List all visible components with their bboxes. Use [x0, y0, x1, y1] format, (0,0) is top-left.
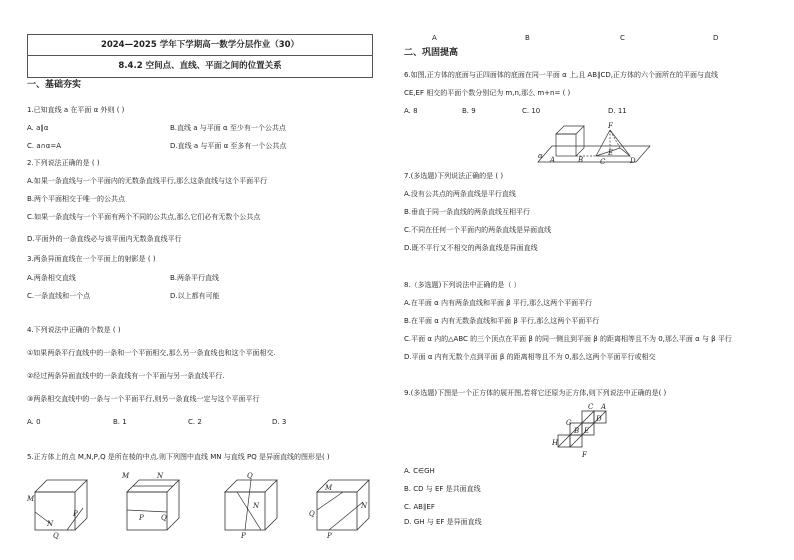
q6-label-e: E	[608, 149, 614, 157]
title-box	[27, 34, 373, 78]
figure-label-b: B	[525, 34, 530, 42]
q7-option-b: B.垂直于同一条直线的两条直线互相平行	[404, 208, 531, 216]
q7-option-d: D.既不平行又不相交的两条直线是异面直线	[404, 244, 538, 252]
q6-label-f: F	[608, 122, 613, 130]
q1-option-b: B.直线 a 与平面 α 至少有一个公共点	[170, 124, 286, 132]
right-column	[404, 0, 784, 560]
q6-stem-line2: CE,EF 相交的平面个数分别记为 m,n,那么 m+n= ( )	[404, 89, 571, 97]
q1-option-a: A. a∥α	[27, 124, 49, 132]
q4-option-c: C. 2	[188, 418, 202, 426]
q7-stem: 7.(多选题)下列说法正确的是 ( )	[404, 172, 504, 180]
q6-label-a: A	[550, 156, 556, 164]
q6-option-a: A. 8	[404, 107, 418, 115]
q9-option-d: D. GH 与 EF 是异面直线	[404, 518, 482, 526]
q8-option-b: B.在平面 α 内有无数条直线和平面 β 平行,那么这两个平面平行	[404, 317, 600, 325]
q2-option-d: D.平面外的一条直线必与该平面内无数条直线平行	[27, 235, 182, 243]
q2-option-b: B.两个平面相交于唯一的公共点	[27, 195, 126, 203]
q6-label-alpha: α	[538, 152, 543, 160]
q4-option-d: D. 3	[272, 418, 287, 426]
q9-label-f: F	[582, 451, 587, 459]
q4-statement-1: ①如果两条平行直线中的一条和一个平面相交,那么另一条直线也和这个平面相交.	[27, 349, 276, 357]
q7-option-a: A.没有公共点的两条直线是平行直线	[404, 190, 516, 198]
q6-label-b: B	[578, 156, 584, 164]
section-title-basic: 一、基础夯实	[27, 80, 82, 90]
q2-option-c: C.如果一条直线与一个平面有两个不同的公共点,那么它们必有无数个公共点	[27, 213, 261, 221]
q6-option-b: B. 9	[462, 107, 476, 115]
q5-cube-1-label-n: N	[47, 520, 54, 528]
q5-cube-2-label-m: M	[122, 472, 130, 480]
q4-statement-2: ②经过两条异面直线中的一条直线有一个平面与另一条直线平行.	[27, 372, 225, 380]
figure-label-d: D	[713, 34, 719, 42]
q8-option-d: D.平面 α 内有无数个点到平面 β 的距离相等且不为 0,那么这两个平面平行或相交	[404, 353, 656, 361]
q4-stem: 4.下列说法中正确的个数是 ( )	[27, 326, 121, 334]
q9-label-b: B	[574, 427, 580, 435]
q6-label-c: C	[600, 158, 606, 166]
q1-stem: 1.已知直线 a 在平面 α 外则 ( )	[27, 106, 125, 114]
q2-stem: 2.下列说法正确的是 ( )	[27, 159, 100, 167]
q5-cube-2-label-q: Q	[161, 514, 167, 522]
q9-option-a: A. C∈GH	[404, 467, 435, 475]
q3-stem: 3.两条异面直线在一个平面上的射影是 ( )	[27, 255, 156, 263]
q8-stem: 8.（多选题)下列说法中正确的是（ ）	[404, 281, 521, 289]
q5-cube-4-label-p: P	[327, 532, 332, 540]
q5-cube-3-label-q: Q	[247, 472, 253, 480]
q8-option-a: A.在平面 α 内有两条直线和平面 β 平行,那么这两个平面平行	[404, 299, 593, 307]
q6-label-d: D	[630, 157, 636, 165]
q3-option-c: C.一条直线和一个点	[27, 292, 91, 300]
q3-option-b: B.两条平行直线	[170, 274, 220, 282]
q5-cube-3	[225, 472, 277, 540]
q1-option-c: C. a∩α=A	[27, 142, 62, 150]
q5-cube-1	[26, 480, 87, 540]
q5-cube-3-label-n: N	[253, 502, 260, 510]
q9-label-c: C	[588, 403, 594, 411]
q9-option-b: B. CD 与 EF 是共面直线	[404, 485, 481, 493]
q3-option-a: A.两条相交直线	[27, 274, 76, 282]
q4-option-b: B. 1	[113, 418, 127, 426]
q5-cube-1-label-p: P	[73, 510, 78, 518]
q9-stem: 9.(多选题)下图是一个正方体的展开图,若将它还原为正方体,则下列说法中正确的是( )	[404, 389, 667, 397]
q5-stem: 5.正方体上的点 M,N,P,Q 是所在棱的中点.则下列图中直线 MN 与直线 PQ 是异面直线的图形是( )	[27, 453, 330, 461]
q5-cube-4-label-q: Q	[309, 510, 315, 518]
q9-cube-net-figure	[552, 401, 632, 461]
q4-option-a: A. 0	[27, 418, 41, 426]
q3-option-d: D.以上都有可能	[170, 292, 220, 300]
q8-option-c: C.平面 α 内的△ABC 的三个顶点在平面 β 的同一侧且到平面 β 的距离相等且不为 0,那么平面 α 与 β 平行	[404, 335, 732, 343]
q6-stem-line1: 6.如图,正方体的底面与正四面体的底面在同一平面 α 上,且 AB∥CD,正方体的六个面所在的平面与直线	[404, 71, 719, 79]
q4-statement-3: ③两条相交直线中的一条与一个平面平行,则另一条直线一定与这个平面平行	[27, 395, 260, 403]
q9-label-d: D	[596, 415, 602, 423]
q5-cube-1-label-q: Q	[53, 532, 59, 540]
left-column	[27, 0, 392, 560]
q7-option-c: C.不同在任何一个平面内的两条直线是异面直线	[404, 226, 552, 234]
q5-cube-3-label-p: P	[241, 532, 246, 540]
q9-option-c: C. AB∥EF	[404, 503, 435, 511]
q6-cube-tetrahedron-figure	[534, 122, 654, 168]
q5-cube-1-label-m: M	[27, 495, 35, 503]
q6-option-c: C. 10	[522, 107, 541, 115]
q5-cube-2	[121, 472, 179, 530]
q9-label-a: A	[601, 403, 607, 411]
q1-option-d: D.直线 a 与平面 α 至多有一个公共点	[170, 142, 287, 150]
q2-option-a: A.如果一条直线与一个平面内的无数条直线平行,那么这条直线与这个平面平行	[27, 177, 268, 185]
figure-label-a: A	[432, 34, 437, 42]
page-title: 2024—2025 学年下学期高一数学分层作业（30）	[28, 35, 372, 56]
q9-label-g: G	[566, 419, 572, 427]
q5-cube-4-label-n: N	[361, 502, 368, 510]
q9-label-h: H	[552, 439, 559, 447]
section-title-advanced: 二、巩固提高	[404, 48, 459, 58]
q5-cube-4-label-m: M	[325, 484, 333, 492]
figure-label-c: C	[620, 34, 625, 42]
q5-cube-2-label-n: N	[157, 472, 164, 480]
q5-cube-figures	[27, 472, 371, 552]
q5-cube-4	[309, 480, 369, 540]
q9-label-e: E	[584, 427, 590, 435]
q5-cube-2-label-p: P	[139, 514, 144, 522]
q6-option-d: D. 11	[608, 107, 627, 115]
page-subtitle: 8.4.2 空间点、直线、平面之间的位置关系	[118, 61, 282, 71]
